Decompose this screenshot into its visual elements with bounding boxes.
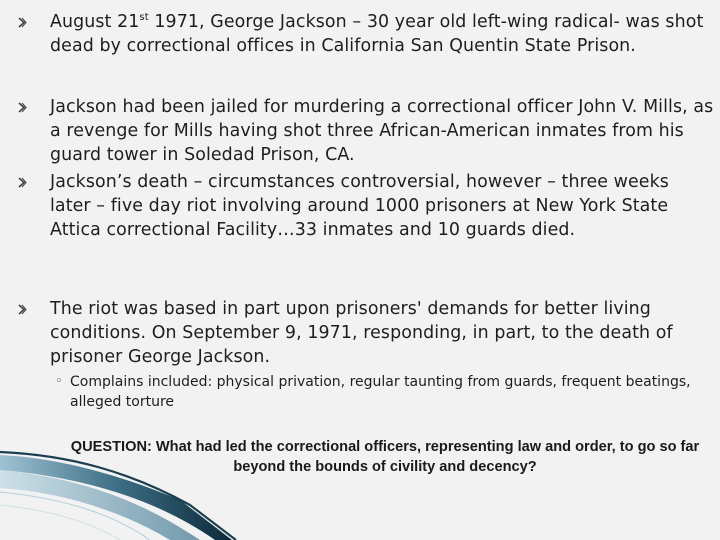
bullet-text: Jackson had been jailed for murdering a correctional officer John V. Mills, as a revenge for Mills having shot three African-American inmates from his guard tower in Soledad Prison, CA. xyxy=(50,97,714,166)
bullet-text: August 21st 1971, George Jackson – 30 year old left-wing radical- was shot dead by correctional offices in California San Quentin State Prison. xyxy=(50,12,704,57)
ordinal-superscript: st xyxy=(139,12,149,23)
bullet-text: Jackson’s death – circumstances controversial, however – three weeks later – five day riot involving around 1000 prisoners at New York State Attica correctional Facility…33 inmates and 10 guards died. xyxy=(50,172,669,241)
question-callout: QUESTION: What had led the correctional officers, representing law and order, to go so far beyond the bounds of civility and decency? xyxy=(70,439,700,475)
bullet-text: The riot was based in part upon prisoners' demands for better living conditions. On September 9, 1971, responding, in part, to the death of prisoner George Jackson. xyxy=(50,299,673,368)
sub-bullet-text: Complains included: physical privation, regular taunting from guards, frequent beatings, alleged torture xyxy=(70,374,691,410)
sub-bullet-marker: ◦ xyxy=(55,374,63,389)
